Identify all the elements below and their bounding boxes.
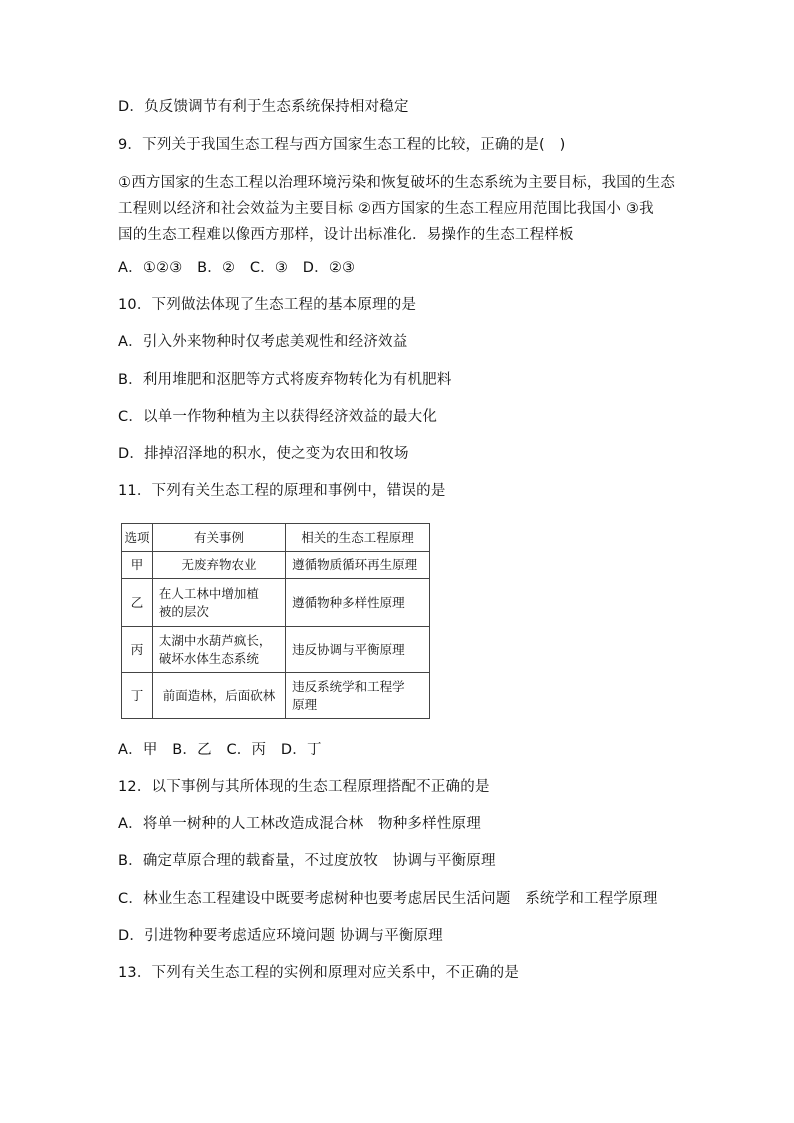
- q12-option-c: C．林业生态工程建设中既要考虑树种也要考虑居民生活问题 系统学和工程学原理: [118, 891, 658, 907]
- q9-statement-line-1: ①西方国家的生态工程以治理环境污染和恢复破坏的生态系统为主要目标，我国的生态: [118, 175, 676, 191]
- q10-stem: 10．下列做法体现了生态工程的基本原理的是: [118, 297, 417, 313]
- q11-table: [121, 523, 430, 719]
- q9-statement-line-3: 国的生态工程难以像西方那样，设计出标准化．易操作的生态工程样板: [118, 227, 574, 243]
- q12-option-b: B．确定草原合理的载畜量，不过度放牧 协调与平衡原理: [118, 853, 496, 869]
- q12-option-d: D．引进物种要考虑适应环境问题 协调与平衡原理: [118, 928, 443, 944]
- table-cell-option: 丁: [122, 673, 153, 719]
- principle-text: 遵循物质循环再生原理: [292, 557, 418, 572]
- example-text-line-2: 被的层次: [158, 603, 209, 619]
- table-header-row: [122, 524, 430, 552]
- example-text: 无废弃物农业: [181, 557, 257, 572]
- table-cell-option: 甲: [122, 552, 153, 579]
- q10-option-d: D．排掉沼泽地的积水，使之变为农田和牧场: [118, 446, 409, 462]
- q13-stem: 13．下列有关生态工程的实例和原理对应关系中，不正确的是: [118, 965, 520, 981]
- table-cell-example: [152, 552, 285, 579]
- principle-text: 遵循物种多样性原理: [292, 594, 405, 610]
- table-cell-principle: [286, 673, 430, 719]
- q10-option-c: C．以单一作物种植为主以获得经济效益的最大化: [118, 409, 438, 425]
- table-header-cell: 相关的生态工程原理: [286, 524, 430, 552]
- q9-statement-line-2: 工程则以经济和社会效益为主要目标 ②西方国家的生态工程应用范围比我国小 ③我: [118, 201, 654, 217]
- q12-option-a: A．将单一树种的人工林改造成混合林 物种多样性原理: [118, 816, 481, 832]
- table-cell-principle: [286, 552, 430, 579]
- table-cell-principle: [286, 579, 430, 627]
- table-header-cell: 选项: [122, 524, 153, 552]
- q12-stem: 12．以下事例与其所体现的生态工程原理搭配不正确的是: [118, 779, 490, 795]
- table-cell-example: [152, 673, 285, 719]
- q9-statements: [118, 170, 683, 248]
- table-cell-example: [152, 579, 285, 627]
- table-row: [122, 552, 430, 579]
- table-cell-option: 丙: [122, 627, 153, 673]
- table-cell-principle: [286, 627, 430, 673]
- table-cell-option: 乙: [122, 579, 153, 627]
- table-cell-example: [152, 627, 285, 673]
- example-text-line-1: 在人工林中增加植: [158, 585, 259, 601]
- q10-option-b: B．利用堆肥和沤肥等方式将废弃物转化为有机肥料: [118, 372, 452, 388]
- table-row: [122, 579, 430, 627]
- table-row: [122, 673, 430, 719]
- q8-option-d: D．负反馈调节有利于生态系统保持相对稳定: [118, 99, 409, 115]
- q9-stem: 9．下列关于我国生态工程与西方国家生态工程的比较，正确的是( ): [118, 137, 566, 153]
- example-text: 前面造林，后面砍林: [162, 687, 276, 703]
- principle-text-line-2: 原理: [292, 696, 318, 712]
- principle-text-line-1: 违反系统学和工程学: [292, 678, 405, 694]
- example-text-line-1: 太湖中水葫芦疯长，: [158, 632, 272, 648]
- q10-option-a: A．引入外来物种时仅考虑美观性和经济效益: [118, 334, 408, 350]
- example-text-line-2: 破坏水体生态系统: [158, 650, 259, 666]
- principle-text: 违反协调与平衡原理: [292, 641, 405, 657]
- q11-stem: 11．下列有关生态工程的原理和事例中，错误的是: [118, 483, 446, 499]
- q9-options: A．①②③ B．② C．③ D．②③: [118, 260, 356, 276]
- table-row: [122, 627, 430, 673]
- table-header-cell: 有关事例: [152, 524, 285, 552]
- q11-options: A．甲 B．乙 C．丙 D．丁: [118, 742, 322, 758]
